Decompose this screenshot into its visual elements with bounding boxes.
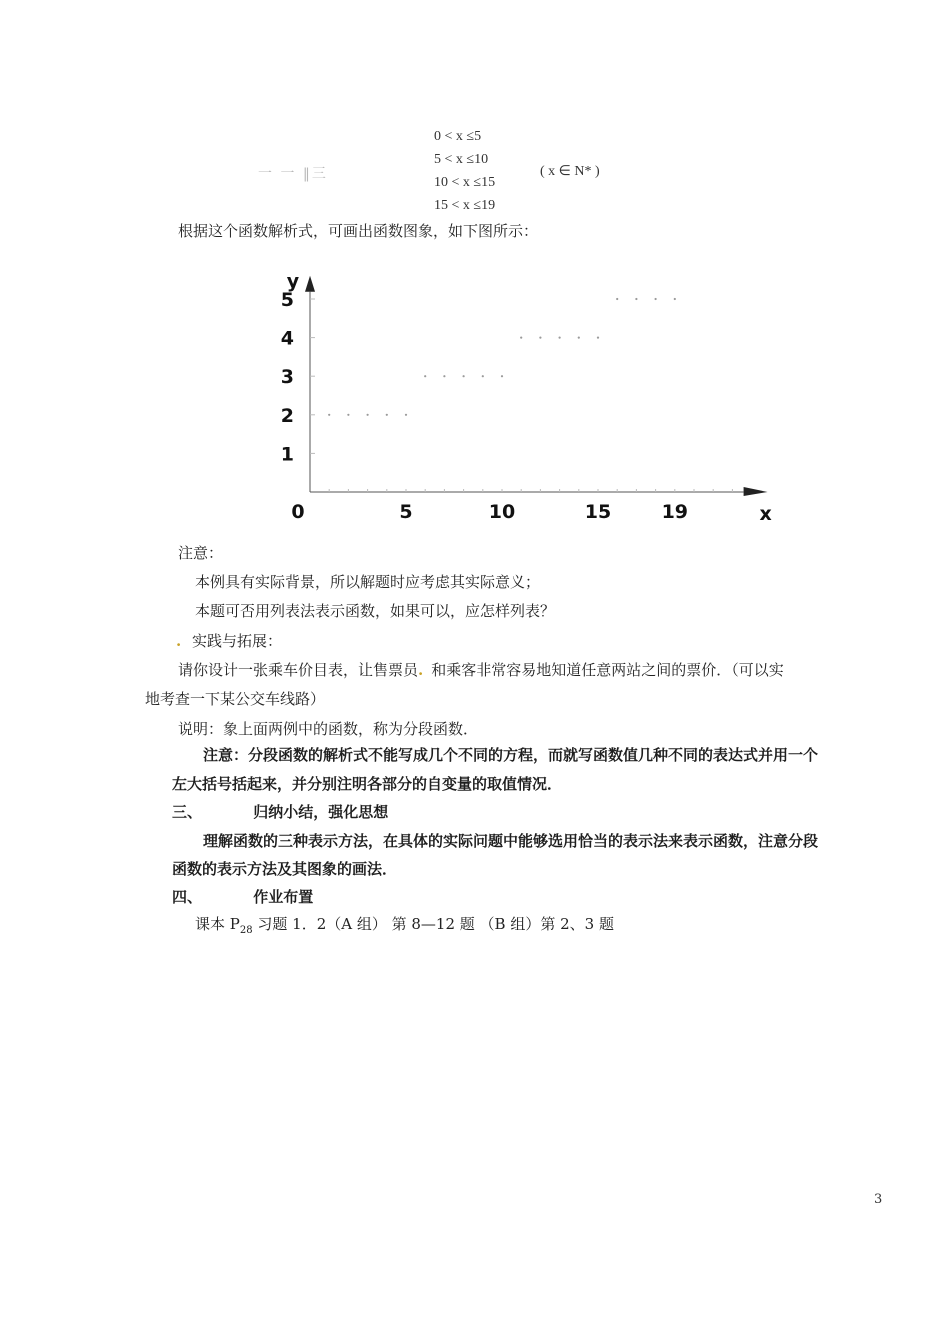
data-point: [482, 375, 484, 377]
data-point: [578, 337, 580, 339]
note-line-1: 本例具有实际背景，所以解题时应考虑其实际意义；: [195, 573, 541, 591]
bullet-marker: .: [176, 632, 182, 650]
practice-line-1a: 请你设计一张乘车价目表，让售票员: [178, 661, 419, 679]
y-tick-label: 4: [280, 327, 294, 350]
inline-marker: .: [418, 661, 424, 679]
summary-line-1: 理解函数的三种表示方法，在具体的实际问题中能够选用恰当的表示法来表示函数，注意分段: [203, 832, 819, 850]
data-point: [501, 375, 503, 377]
origin-label: 0: [291, 501, 305, 523]
y-tick-label: 2: [280, 404, 294, 427]
data-point: [559, 337, 561, 339]
practice-line-1b: 和乘客非常容易地知道任意两站之间的票价．（可以实: [431, 661, 784, 679]
practice-heading-row: [176, 630, 282, 651]
case-4: 15 < x ≤19: [434, 198, 496, 213]
practice-line-1: [178, 659, 784, 680]
x-axis-label: x: [759, 503, 772, 525]
section-3-number: 三、: [172, 803, 203, 821]
x-tick-label: 5: [399, 501, 413, 523]
x-tick-label: 10: [488, 501, 516, 523]
data-point: [367, 414, 369, 416]
y-tick-label: 1: [280, 443, 294, 466]
formula-domain: ( x ∈ N* ): [540, 164, 600, 179]
function-graph: [270, 245, 770, 525]
data-point: [463, 375, 465, 377]
case-2: 5 < x ≤10: [434, 152, 489, 167]
data-point: [328, 414, 330, 416]
section-3-title: 归纳小结，强化思想: [253, 803, 389, 821]
data-point: [347, 414, 349, 416]
practice-line-2: 地考查一下某公交车线路）: [145, 690, 326, 708]
explain-line: 说明：象上面两例中的函数，称为分段函数．: [178, 720, 479, 738]
data-point: [655, 298, 657, 300]
data-point: [539, 337, 541, 339]
data-point: [616, 298, 618, 300]
emphasis-line-1: 注意：分段函数的解析式不能写成几个不同的方程，而就写函数值几种不同的表达式并用一个: [203, 746, 819, 764]
summary-line-2: 函数的表示方法及其图象的画法．: [172, 860, 398, 878]
x-axis-arrow: [744, 487, 768, 496]
emphasis-line-2: 左大括号括起来，并分别注明各部分的自变量的取值情况．: [172, 775, 563, 793]
y-tick-label: 3: [280, 366, 294, 389]
section-4-title: 作业布置: [253, 888, 314, 906]
intro-line: 根据这个函数解析式，可画出函数图象，如下图所示：: [178, 222, 539, 240]
practice-heading: 实践与拓展：: [192, 632, 283, 650]
y-axis-arrow: [305, 276, 315, 292]
x-tick-label: 15: [584, 501, 612, 523]
formula-cases: [434, 125, 495, 217]
data-point: [635, 298, 637, 300]
data-point: [424, 375, 426, 377]
data-point: [597, 337, 599, 339]
formula-lhs: 一 一 ‖三: [258, 166, 328, 182]
case-3: 10 < x ≤15: [434, 175, 496, 190]
case-1: 0 < x ≤5: [434, 129, 482, 144]
data-point: [674, 298, 676, 300]
x-tick-label: 19: [661, 501, 689, 523]
homework-line: [195, 913, 614, 936]
note-line-2: 本题可否用列表法表示函数，如果可以，应怎样列表？: [195, 602, 556, 620]
section-4-heading: [172, 886, 313, 907]
data-point: [443, 375, 445, 377]
section-3-heading: [172, 801, 388, 822]
page-number: 3: [874, 1192, 883, 1207]
homework-page-subscript: 28: [239, 925, 253, 936]
data-point: [386, 414, 388, 416]
y-tick-label: 5: [280, 289, 294, 311]
y-axis-label: y: [286, 270, 300, 293]
data-point: [405, 414, 407, 416]
homework-prefix: 课本 P: [195, 915, 240, 933]
section-4-number: 四、: [172, 888, 203, 906]
note-heading: 注意：: [178, 544, 224, 562]
homework-text: 习题 1．2（A 组） 第 8—12 题 （B 组）第 2、3 题: [252, 915, 614, 933]
data-point: [520, 337, 522, 339]
